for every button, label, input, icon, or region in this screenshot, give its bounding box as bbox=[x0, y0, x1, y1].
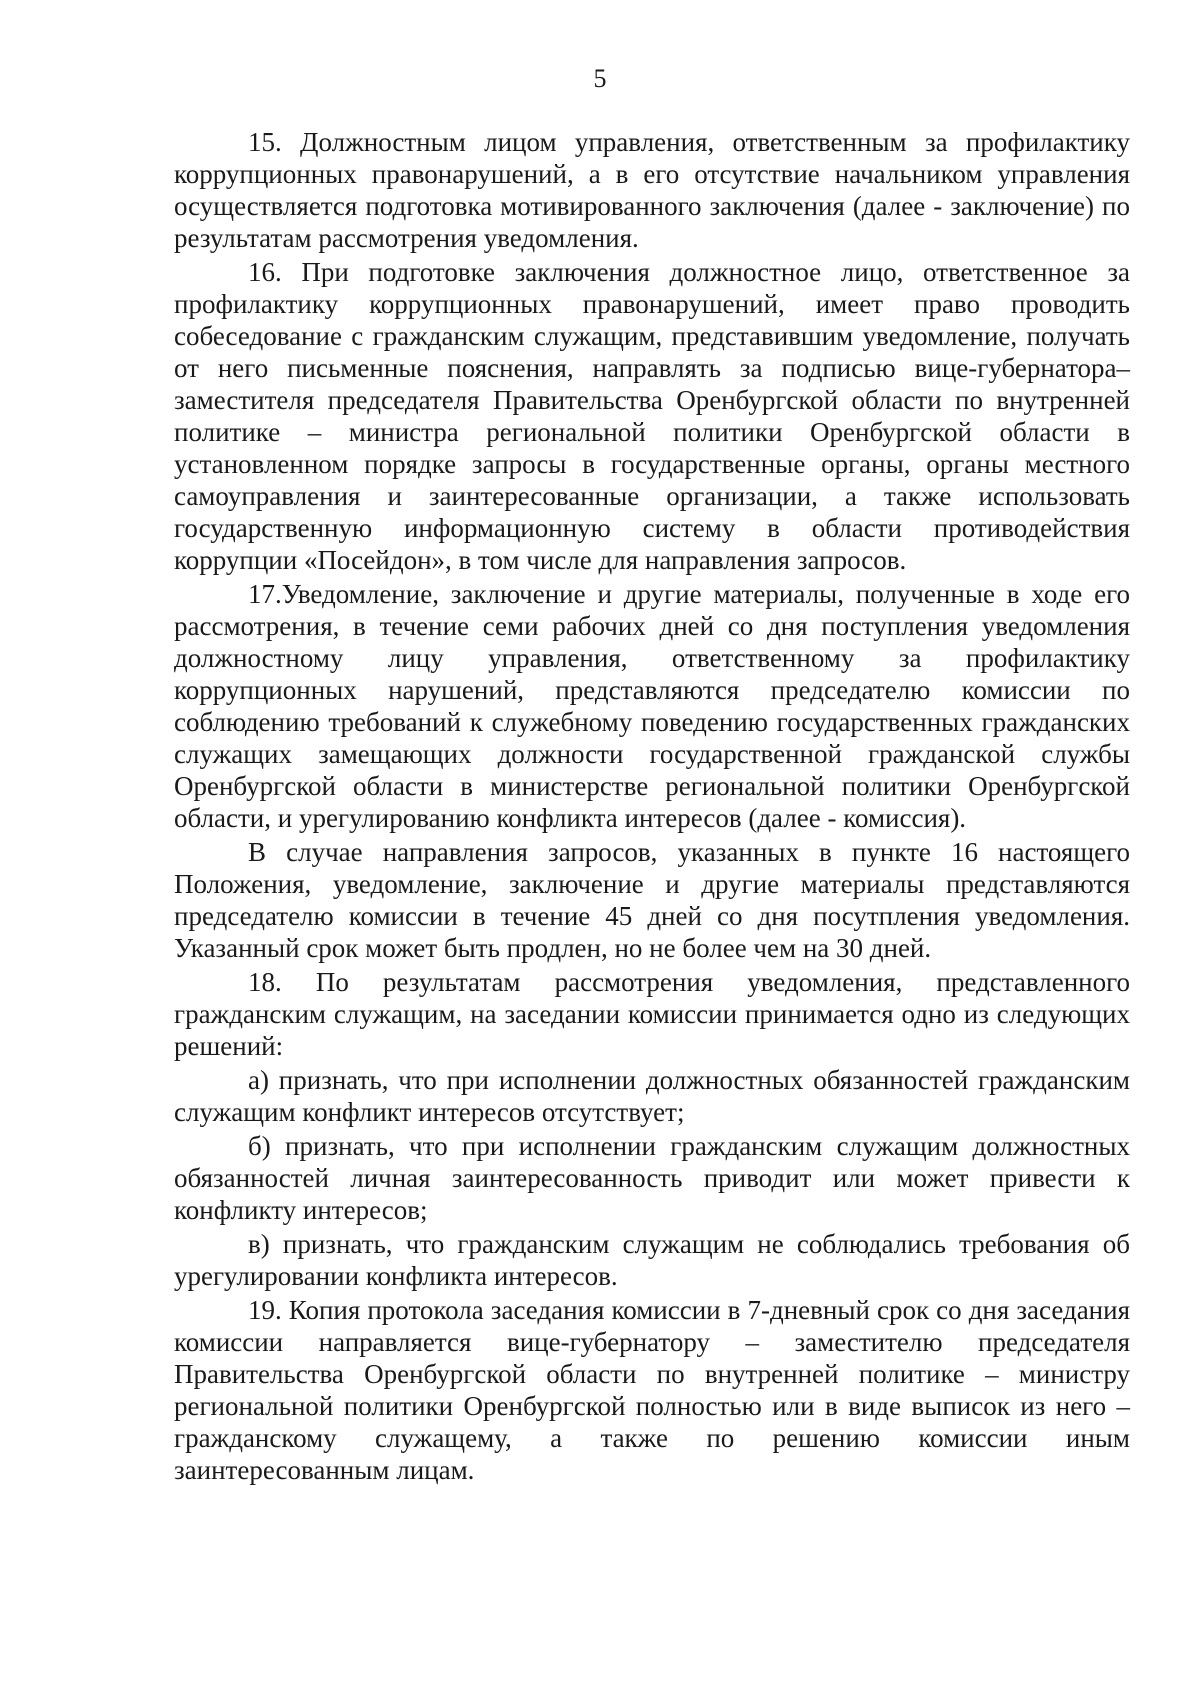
paragraph-18-option-v: в) признать, что гражданским служащим не соблюдались требования об урегулировании конфликта интересов. bbox=[174, 1229, 1130, 1291]
paragraph-18-option-a: а) признать, что при исполнении должностных обязанностей гражданским служащим конфликт интересов отсутствует; bbox=[174, 1065, 1130, 1127]
paragraph-16: 16. При подготовке заключения должностное лицо, ответственное за профилактику коррупционных правонарушений, имеет право проводить собеседование с гражданским служащим, представившим уведомление, получать от него письменные пояснения, направлять за подписью вице-губернатора–заместителя председателя Правительства Оренбургской области по внутренней политике – министра региональной политики Оренбургской области в установленном порядке запросы в государственные органы, органы местного самоуправления и заинтересованные организации, а также использовать государственную информационную систему в области противодействия коррупции «Посейдон», в том числе для направления запросов. bbox=[174, 257, 1130, 575]
paragraph-18-option-b: б) признать, что при исполнении гражданским служащим должностных обязанностей личная заинтересованность приводит или может привести к конфликту интересов; bbox=[174, 1131, 1130, 1225]
document-body bbox=[174, 126, 1130, 1488]
paragraph-18: 18. По результатам рассмотрения уведомления, представленного гражданским служащим, на заседании комиссии принимается одно из следующих решений: bbox=[174, 967, 1130, 1061]
paragraph-17: 17.Уведомление, заключение и другие материалы, полученные в ходе его рассмотрения, в течение семи рабочих дней со дня поступления уведомления должностному лицу управления, ответственному за профилактику коррупционных нарушений, представляются председателю комиссии по соблюдению требований к служебному поведению государственных гражданских служащих замещающих должности государственной гражданской службы Оренбургской области в министерстве региональной политики Оренбургской области, и урегулированию конфликта интересов (далее - комиссия). bbox=[174, 579, 1130, 833]
paragraph-17-requests: В случае направления запросов, указанных в пункте 16 настоящего Положения, уведомление, заключение и другие материалы представляются председателю комиссии в течение 45 дней со дня посутпления уведомления. Указанный срок может быть продлен, но не более чем на 30 дней. bbox=[174, 837, 1130, 963]
paragraph-15: 15. Должностным лицом управления, ответственным за профилактику коррупционных правонарушений, а в его отсутствие начальником управления осуществляется подготовка мотивированного заключения (далее - заключение) по результатам рассмотрения уведомления. bbox=[174, 127, 1130, 253]
paragraph-19: 19. Копия протокола заседания комиссии в 7-дневный срок со дня заседания комиссии направляется вице-губернатору – заместителю председателя Правительства Оренбургской области по внутренней политике – министру региональной политики Оренбургской полностью или в виде выписок из него – гражданскому служащему, а также по решению комиссии иным заинтересованным лицам. bbox=[174, 1295, 1130, 1485]
page-number: 5 bbox=[593, 64, 607, 93]
